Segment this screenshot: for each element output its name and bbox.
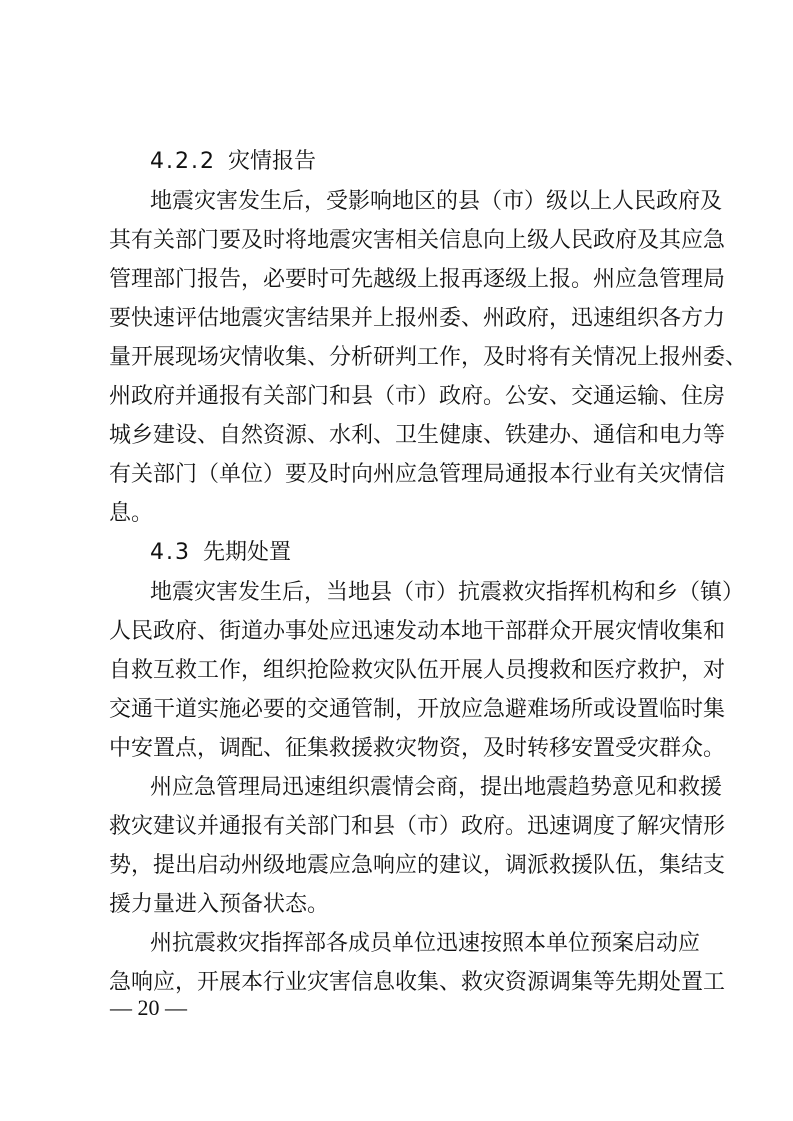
paragraph-line: 管理部门报告，必要时可先越级上报再逐级上报。州应急管理局 (109, 267, 726, 292)
paragraph-line: 要快速评估地震灾害结果并上报州委、州政府，迅速组织各方力 (109, 306, 726, 331)
paragraph-line: 势，提出启动州级地震应急响应的建议，调派救援队伍，集结支 (109, 853, 726, 878)
paragraph-line: 州政府并通报有关部门和县（市）政府。公安、交通运输、住房 (109, 384, 726, 409)
page-number: — 20 — (110, 995, 187, 1020)
paragraph-line: 息。 (109, 501, 154, 526)
paragraph-line: 地震灾害发生后，当地县（市）抗震救灾指挥机构和乡（镇） (150, 580, 745, 605)
paragraph-line: 量开展现场灾情收集、分析研判工作，及时将有关情况上报州委、 (109, 345, 748, 370)
paragraph-line: 交通干道实施必要的交通管制，开放应急避难场所或设置临时集 (109, 697, 726, 722)
paragraph-line: 人民政府、街道办事处应迅速发动本地干部群众开展灾情收集和 (109, 619, 726, 644)
paragraph-line: 州应急管理局迅速组织震情会商，提出地震趋势意见和救援 (150, 775, 723, 800)
paragraph-line: 其有关部门要及时将地震灾害相关信息向上级人民政府及其应急 (109, 228, 726, 253)
paragraph-line: 急响应，开展本行业灾害信息收集、救灾资源调集等先期处置工 (109, 970, 726, 995)
paragraph-line: 城乡建设、自然资源、水利、卫生健康、铁建办、通信和电力等 (109, 423, 726, 448)
paragraph-line: 有关部门（单位）要及时向州应急管理局通报本行业有关灾情信 (109, 462, 726, 487)
section-heading-4-3 (150, 540, 291, 566)
paragraph-line: 援力量进入预备状态。 (109, 892, 330, 917)
paragraph-line: 中安置点，调配、征集救援救灾物资，及时转移安置受灾群众。 (109, 736, 726, 761)
paragraph-line: 地震灾害发生后，受影响地区的县（市）级以上人民政府及 (150, 189, 723, 214)
paragraph-line: 自救互救工作，组织抢险救灾队伍开展人员搜救和医疗救护，对 (109, 658, 726, 683)
paragraph-line: 救灾建议并通报有关部门和县（市）政府。迅速调度了解灾情形 (109, 814, 726, 839)
section-number: 4.2.2 (150, 149, 216, 174)
section-title: 灾情报告 (227, 149, 316, 174)
section-number: 4.3 (150, 540, 191, 565)
section-title: 先期处置 (203, 540, 292, 565)
section-heading-4-2-2 (150, 149, 316, 175)
paragraph-line: 州抗震救灾指挥部各成员单位迅速按照本单位预案启动应 (150, 931, 701, 956)
